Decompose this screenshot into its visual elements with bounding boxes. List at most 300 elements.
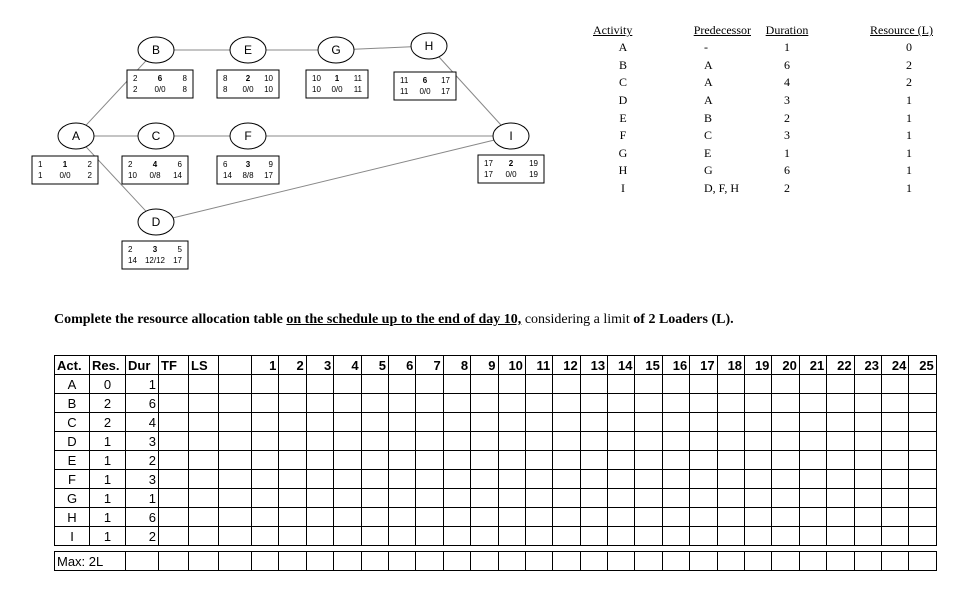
- allocation-input-cell[interactable]: [498, 508, 525, 527]
- allocation-input-cell[interactable]: [881, 394, 908, 413]
- allocation-input-cell[interactable]: [772, 413, 799, 432]
- allocation-input-cell[interactable]: [772, 489, 799, 508]
- max-input-cell[interactable]: [361, 552, 388, 571]
- allocation-input-cell[interactable]: [306, 451, 333, 470]
- allocation-input-cell[interactable]: [525, 432, 552, 451]
- max-input-cell[interactable]: [306, 552, 333, 571]
- allocation-input-cell[interactable]: [745, 451, 772, 470]
- allocation-input-cell[interactable]: [306, 527, 333, 546]
- allocation-input-cell[interactable]: [580, 394, 607, 413]
- allocation-input-cell[interactable]: [772, 470, 799, 489]
- allocation-input-cell[interactable]: [662, 432, 689, 451]
- allocation-input-cell[interactable]: [416, 451, 443, 470]
- allocation-input-cell[interactable]: [635, 432, 662, 451]
- activity-duration-cell: 4: [784, 75, 790, 90]
- allocation-input-cell[interactable]: [525, 451, 552, 470]
- allocation-input-cell[interactable]: [334, 508, 361, 527]
- max-input-cell[interactable]: [159, 552, 189, 571]
- allocation-input-cell[interactable]: [772, 432, 799, 451]
- allocation-input-cell[interactable]: [252, 432, 279, 451]
- allocation-input-cell[interactable]: [219, 470, 252, 489]
- allocation-input-cell[interactable]: [189, 394, 219, 413]
- allocation-input-cell[interactable]: [745, 489, 772, 508]
- allocation-input-cell[interactable]: [471, 451, 498, 470]
- allocation-input-cell[interactable]: [189, 413, 219, 432]
- allocation-input-cell[interactable]: [361, 413, 388, 432]
- allocation-input-cell[interactable]: [334, 451, 361, 470]
- allocation-input-cell[interactable]: [745, 432, 772, 451]
- allocation-input-cell[interactable]: [471, 413, 498, 432]
- allocation-input-cell[interactable]: [388, 527, 415, 546]
- allocation-table: [54, 355, 937, 571]
- allocation-act-cell: A: [55, 375, 90, 394]
- activity-duration-cell: 2: [784, 110, 790, 125]
- allocation-input-cell[interactable]: [334, 432, 361, 451]
- allocation-input-cell[interactable]: [219, 489, 252, 508]
- allocation-input-cell[interactable]: [580, 489, 607, 508]
- allocation-input-cell[interactable]: [189, 375, 219, 394]
- allocation-input-cell[interactable]: [471, 470, 498, 489]
- allocation-input-cell[interactable]: [580, 413, 607, 432]
- allocation-input-cell[interactable]: [443, 394, 470, 413]
- allocation-input-cell[interactable]: [881, 432, 908, 451]
- allocation-input-cell[interactable]: [608, 451, 635, 470]
- allocation-input-cell[interactable]: [827, 375, 854, 394]
- allocation-input-cell[interactable]: [252, 470, 279, 489]
- max-input-cell[interactable]: [219, 552, 252, 571]
- allocation-input-cell[interactable]: [745, 413, 772, 432]
- allocation-input-cell[interactable]: [827, 470, 854, 489]
- allocation-input-cell[interactable]: [498, 375, 525, 394]
- allocation-input-cell[interactable]: [772, 508, 799, 527]
- allocation-input-cell[interactable]: [219, 451, 252, 470]
- allocation-input-cell[interactable]: [189, 527, 219, 546]
- allocation-input-cell[interactable]: [159, 489, 189, 508]
- allocation-input-cell[interactable]: [690, 413, 717, 432]
- activity-activity-cell: A: [618, 40, 628, 55]
- allocation-input-cell[interactable]: [416, 394, 443, 413]
- allocation-input-cell[interactable]: [662, 451, 689, 470]
- allocation-input-cell[interactable]: [306, 375, 333, 394]
- allocation-input-cell[interactable]: [608, 432, 635, 451]
- allocation-input-cell[interactable]: [772, 527, 799, 546]
- allocation-input-cell[interactable]: [881, 489, 908, 508]
- allocation-input-cell[interactable]: [334, 375, 361, 394]
- allocation-input-cell[interactable]: [159, 451, 189, 470]
- allocation-input-cell[interactable]: [881, 527, 908, 546]
- allocation-input-cell[interactable]: [279, 527, 306, 546]
- allocation-input-cell[interactable]: [189, 508, 219, 527]
- allocation-input-cell[interactable]: [717, 508, 744, 527]
- allocation-input-cell[interactable]: [279, 451, 306, 470]
- allocation-input-cell[interactable]: [909, 413, 936, 432]
- allocation-input-cell[interactable]: [361, 489, 388, 508]
- allocation-input-cell[interactable]: [827, 413, 854, 432]
- max-input-cell[interactable]: [635, 552, 662, 571]
- allocation-input-cell[interactable]: [159, 470, 189, 489]
- allocation-input-cell[interactable]: [443, 432, 470, 451]
- allocation-input-cell[interactable]: [471, 394, 498, 413]
- allocation-input-cell[interactable]: [279, 470, 306, 489]
- allocation-input-cell[interactable]: [799, 527, 826, 546]
- allocation-input-cell[interactable]: [799, 432, 826, 451]
- allocation-input-cell[interactable]: [159, 413, 189, 432]
- allocation-input-cell[interactable]: [471, 489, 498, 508]
- allocation-input-cell[interactable]: [416, 413, 443, 432]
- allocation-input-cell[interactable]: [717, 375, 744, 394]
- allocation-input-cell[interactable]: [635, 451, 662, 470]
- max-input-cell[interactable]: [252, 552, 279, 571]
- allocation-input-cell[interactable]: [189, 432, 219, 451]
- allocation-input-cell[interactable]: [388, 413, 415, 432]
- allocation-input-cell[interactable]: [690, 489, 717, 508]
- allocation-input-cell[interactable]: [909, 508, 936, 527]
- allocation-input-cell[interactable]: [690, 470, 717, 489]
- allocation-input-cell[interactable]: [219, 413, 252, 432]
- allocation-input-cell[interactable]: [416, 375, 443, 394]
- allocation-input-cell[interactable]: [690, 451, 717, 470]
- allocation-input-cell[interactable]: [799, 470, 826, 489]
- allocation-input-cell[interactable]: [662, 489, 689, 508]
- allocation-input-cell[interactable]: [279, 432, 306, 451]
- max-input-cell[interactable]: [690, 552, 717, 571]
- allocation-input-cell[interactable]: [662, 375, 689, 394]
- max-input-cell[interactable]: [799, 552, 826, 571]
- allocation-input-cell[interactable]: [252, 508, 279, 527]
- allocation-input-cell[interactable]: [189, 489, 219, 508]
- allocation-input-cell[interactable]: [252, 394, 279, 413]
- allocation-input-cell[interactable]: [553, 432, 580, 451]
- allocation-input-cell[interactable]: [608, 527, 635, 546]
- activity-resource-cell: 1: [906, 163, 912, 178]
- max-input-cell[interactable]: [334, 552, 361, 571]
- max-input-cell[interactable]: [827, 552, 854, 571]
- allocation-input-cell[interactable]: [443, 413, 470, 432]
- max-input-cell[interactable]: [580, 552, 607, 571]
- allocation-input-cell[interactable]: [827, 394, 854, 413]
- allocation-input-cell[interactable]: [745, 375, 772, 394]
- allocation-input-cell[interactable]: [525, 394, 552, 413]
- allocation-input-cell[interactable]: [525, 527, 552, 546]
- allocation-input-cell[interactable]: [498, 527, 525, 546]
- max-input-cell[interactable]: [745, 552, 772, 571]
- allocation-input-cell[interactable]: [580, 451, 607, 470]
- allocation-input-cell[interactable]: [498, 432, 525, 451]
- allocation-input-cell[interactable]: [388, 394, 415, 413]
- allocation-input-cell[interactable]: [690, 432, 717, 451]
- max-input-cell[interactable]: [608, 552, 635, 571]
- allocation-input-cell[interactable]: [553, 375, 580, 394]
- allocation-input-cell[interactable]: [799, 375, 826, 394]
- allocation-input-cell[interactable]: [854, 432, 881, 451]
- allocation-input-cell[interactable]: [525, 508, 552, 527]
- allocation-input-cell[interactable]: [443, 527, 470, 546]
- allocation-input-cell[interactable]: [909, 470, 936, 489]
- allocation-input-cell[interactable]: [608, 470, 635, 489]
- allocation-input-cell[interactable]: [388, 432, 415, 451]
- allocation-input-cell[interactable]: [690, 375, 717, 394]
- allocation-input-cell[interactable]: [909, 489, 936, 508]
- allocation-input-cell[interactable]: [717, 394, 744, 413]
- allocation-row: [55, 470, 937, 489]
- allocation-input-cell[interactable]: [635, 394, 662, 413]
- max-input-cell[interactable]: [772, 552, 799, 571]
- allocation-input-cell[interactable]: [717, 470, 744, 489]
- node-D-ef: 5: [177, 245, 182, 254]
- allocation-input-cell[interactable]: [498, 489, 525, 508]
- allocation-input-cell[interactable]: [471, 375, 498, 394]
- node-B-ls: 2: [133, 85, 138, 94]
- allocation-input-cell[interactable]: [471, 508, 498, 527]
- node-H-float: 0/0: [419, 87, 431, 96]
- allocation-header-row: [55, 356, 937, 375]
- allocation-input-cell[interactable]: [334, 527, 361, 546]
- allocation-input-cell[interactable]: [361, 432, 388, 451]
- allocation-input-cell[interactable]: [334, 394, 361, 413]
- allocation-input-cell[interactable]: [252, 489, 279, 508]
- allocation-input-cell[interactable]: [334, 489, 361, 508]
- allocation-input-cell[interactable]: [580, 375, 607, 394]
- allocation-input-cell[interactable]: [361, 394, 388, 413]
- allocation-input-cell[interactable]: [854, 508, 881, 527]
- allocation-input-cell[interactable]: [690, 394, 717, 413]
- allocation-input-cell[interactable]: [498, 413, 525, 432]
- allocation-input-cell[interactable]: [306, 394, 333, 413]
- allocation-input-cell[interactable]: [219, 375, 252, 394]
- allocation-input-cell[interactable]: [525, 375, 552, 394]
- max-input-cell[interactable]: [525, 552, 552, 571]
- allocation-res-cell: 1: [90, 470, 126, 489]
- allocation-input-cell[interactable]: [388, 508, 415, 527]
- allocation-input-cell[interactable]: [745, 508, 772, 527]
- max-input-cell[interactable]: [881, 552, 908, 571]
- allocation-input-cell[interactable]: [388, 489, 415, 508]
- allocation-input-cell[interactable]: [909, 432, 936, 451]
- allocation-input-cell[interactable]: [443, 508, 470, 527]
- allocation-input-cell[interactable]: [854, 394, 881, 413]
- allocation-input-cell[interactable]: [471, 432, 498, 451]
- allocation-input-cell[interactable]: [279, 394, 306, 413]
- allocation-input-cell[interactable]: [799, 451, 826, 470]
- allocation-input-cell[interactable]: [361, 508, 388, 527]
- allocation-input-cell[interactable]: [881, 470, 908, 489]
- allocation-input-cell[interactable]: [553, 470, 580, 489]
- allocation-input-cell[interactable]: [361, 527, 388, 546]
- allocation-input-cell[interactable]: [361, 470, 388, 489]
- allocation-input-cell[interactable]: [881, 375, 908, 394]
- allocation-input-cell[interactable]: [608, 489, 635, 508]
- allocation-input-cell[interactable]: [799, 508, 826, 527]
- allocation-input-cell[interactable]: [498, 451, 525, 470]
- allocation-input-cell[interactable]: [553, 489, 580, 508]
- allocation-input-cell[interactable]: [717, 489, 744, 508]
- allocation-input-cell[interactable]: [279, 375, 306, 394]
- allocation-input-cell[interactable]: [827, 508, 854, 527]
- allocation-input-cell[interactable]: [525, 413, 552, 432]
- allocation-input-cell[interactable]: [772, 451, 799, 470]
- allocation-input-cell[interactable]: [799, 394, 826, 413]
- allocation-input-cell[interactable]: [252, 451, 279, 470]
- allocation-input-cell[interactable]: [525, 470, 552, 489]
- allocation-input-cell[interactable]: [498, 470, 525, 489]
- allocation-input-cell[interactable]: [416, 489, 443, 508]
- allocation-input-cell[interactable]: [772, 394, 799, 413]
- allocation-input-cell[interactable]: [717, 413, 744, 432]
- allocation-input-cell[interactable]: [189, 470, 219, 489]
- allocation-input-cell[interactable]: [416, 470, 443, 489]
- allocation-input-cell[interactable]: [854, 489, 881, 508]
- allocation-input-cell[interactable]: [553, 451, 580, 470]
- allocation-input-cell[interactable]: [219, 432, 252, 451]
- allocation-input-cell[interactable]: [662, 470, 689, 489]
- allocation-input-cell[interactable]: [580, 508, 607, 527]
- allocation-input-cell[interactable]: [635, 470, 662, 489]
- allocation-input-cell[interactable]: [189, 451, 219, 470]
- allocation-input-cell[interactable]: [690, 527, 717, 546]
- allocation-input-cell[interactable]: [416, 508, 443, 527]
- allocation-input-cell[interactable]: [662, 527, 689, 546]
- max-input-cell[interactable]: [854, 552, 881, 571]
- allocation-input-cell[interactable]: [854, 451, 881, 470]
- allocation-input-cell[interactable]: [219, 394, 252, 413]
- allocation-input-cell[interactable]: [772, 375, 799, 394]
- allocation-input-cell[interactable]: [799, 413, 826, 432]
- allocation-input-cell[interactable]: [854, 375, 881, 394]
- allocation-input-cell[interactable]: [443, 470, 470, 489]
- max-input-cell[interactable]: [279, 552, 306, 571]
- allocation-input-cell[interactable]: [854, 527, 881, 546]
- allocation-input-cell[interactable]: [471, 527, 498, 546]
- activity-row: [590, 74, 936, 92]
- allocation-input-cell[interactable]: [635, 375, 662, 394]
- allocation-input-cell[interactable]: [690, 508, 717, 527]
- allocation-input-cell[interactable]: [252, 527, 279, 546]
- allocation-input-cell[interactable]: [881, 451, 908, 470]
- allocation-input-cell[interactable]: [662, 508, 689, 527]
- allocation-input-cell[interactable]: [580, 527, 607, 546]
- allocation-input-cell[interactable]: [608, 413, 635, 432]
- allocation-input-cell[interactable]: [827, 451, 854, 470]
- allocation-input-cell[interactable]: [580, 470, 607, 489]
- allocation-input-cell[interactable]: [553, 508, 580, 527]
- allocation-input-cell[interactable]: [881, 508, 908, 527]
- allocation-input-cell[interactable]: [854, 413, 881, 432]
- max-input-cell[interactable]: [662, 552, 689, 571]
- allocation-input-cell[interactable]: [306, 508, 333, 527]
- allocation-input-cell[interactable]: [745, 527, 772, 546]
- allocation-input-cell[interactable]: [443, 489, 470, 508]
- allocation-input-cell[interactable]: [525, 489, 552, 508]
- allocation-input-cell[interactable]: [608, 508, 635, 527]
- allocation-input-cell[interactable]: [635, 413, 662, 432]
- allocation-input-cell[interactable]: [635, 489, 662, 508]
- allocation-input-cell[interactable]: [635, 527, 662, 546]
- allocation-input-cell[interactable]: [608, 375, 635, 394]
- allocation-input-cell[interactable]: [159, 432, 189, 451]
- allocation-input-cell[interactable]: [306, 470, 333, 489]
- allocation-input-cell[interactable]: [159, 394, 189, 413]
- allocation-input-cell[interactable]: [334, 413, 361, 432]
- header-activity: Activity: [593, 23, 633, 37]
- allocation-input-cell[interactable]: [553, 394, 580, 413]
- allocation-input-cell[interactable]: [306, 413, 333, 432]
- allocation-input-cell[interactable]: [717, 451, 744, 470]
- max-input-cell[interactable]: [416, 552, 443, 571]
- allocation-row: [55, 432, 937, 451]
- header-res: Res.: [90, 356, 126, 375]
- allocation-input-cell[interactable]: [443, 451, 470, 470]
- max-input-cell[interactable]: [189, 552, 219, 571]
- max-input-cell[interactable]: [717, 552, 744, 571]
- allocation-input-cell[interactable]: [443, 375, 470, 394]
- max-input-cell[interactable]: [443, 552, 470, 571]
- allocation-input-cell[interactable]: [909, 375, 936, 394]
- allocation-input-cell[interactable]: [662, 394, 689, 413]
- allocation-input-cell[interactable]: [306, 489, 333, 508]
- max-input-cell[interactable]: [553, 552, 580, 571]
- allocation-input-cell[interactable]: [219, 527, 252, 546]
- allocation-input-cell[interactable]: [361, 375, 388, 394]
- max-input-cell[interactable]: [126, 552, 159, 571]
- allocation-input-cell[interactable]: [608, 394, 635, 413]
- allocation-input-cell[interactable]: [361, 451, 388, 470]
- allocation-input-cell[interactable]: [279, 508, 306, 527]
- allocation-input-cell[interactable]: [580, 432, 607, 451]
- allocation-input-cell[interactable]: [388, 375, 415, 394]
- node-D-lf: 17: [173, 256, 182, 265]
- allocation-input-cell[interactable]: [416, 527, 443, 546]
- allocation-input-cell[interactable]: [306, 432, 333, 451]
- allocation-input-cell[interactable]: [388, 470, 415, 489]
- allocation-input-cell[interactable]: [827, 489, 854, 508]
- allocation-input-cell[interactable]: [799, 489, 826, 508]
- allocation-input-cell[interactable]: [909, 451, 936, 470]
- allocation-input-cell[interactable]: [388, 451, 415, 470]
- allocation-input-cell[interactable]: [252, 375, 279, 394]
- allocation-input-cell[interactable]: [827, 432, 854, 451]
- allocation-input-cell[interactable]: [252, 413, 279, 432]
- allocation-input-cell[interactable]: [717, 527, 744, 546]
- allocation-input-cell[interactable]: [159, 527, 189, 546]
- allocation-input-cell[interactable]: [854, 470, 881, 489]
- allocation-input-cell[interactable]: [279, 413, 306, 432]
- allocation-input-cell[interactable]: [881, 413, 908, 432]
- activity-activity-cell: I: [621, 181, 625, 196]
- max-input-cell[interactable]: [388, 552, 415, 571]
- allocation-input-cell[interactable]: [745, 470, 772, 489]
- allocation-input-cell[interactable]: [219, 508, 252, 527]
- allocation-input-cell[interactable]: [717, 432, 744, 451]
- max-input-cell[interactable]: [471, 552, 498, 571]
- max-input-cell[interactable]: [909, 552, 936, 571]
- allocation-input-cell[interactable]: [662, 413, 689, 432]
- allocation-input-cell[interactable]: [909, 527, 936, 546]
- allocation-input-cell[interactable]: [498, 394, 525, 413]
- allocation-input-cell[interactable]: [159, 508, 189, 527]
- allocation-input-cell[interactable]: [827, 527, 854, 546]
- max-input-cell[interactable]: [498, 552, 525, 571]
- allocation-input-cell[interactable]: [553, 413, 580, 432]
- activity-row: [590, 92, 936, 110]
- allocation-input-cell[interactable]: [635, 508, 662, 527]
- allocation-input-cell[interactable]: [553, 527, 580, 546]
- allocation-input-cell[interactable]: [909, 394, 936, 413]
- allocation-input-cell[interactable]: [334, 470, 361, 489]
- allocation-input-cell[interactable]: [159, 375, 189, 394]
- allocation-input-cell[interactable]: [416, 432, 443, 451]
- allocation-input-cell[interactable]: [279, 489, 306, 508]
- allocation-input-cell[interactable]: [745, 394, 772, 413]
